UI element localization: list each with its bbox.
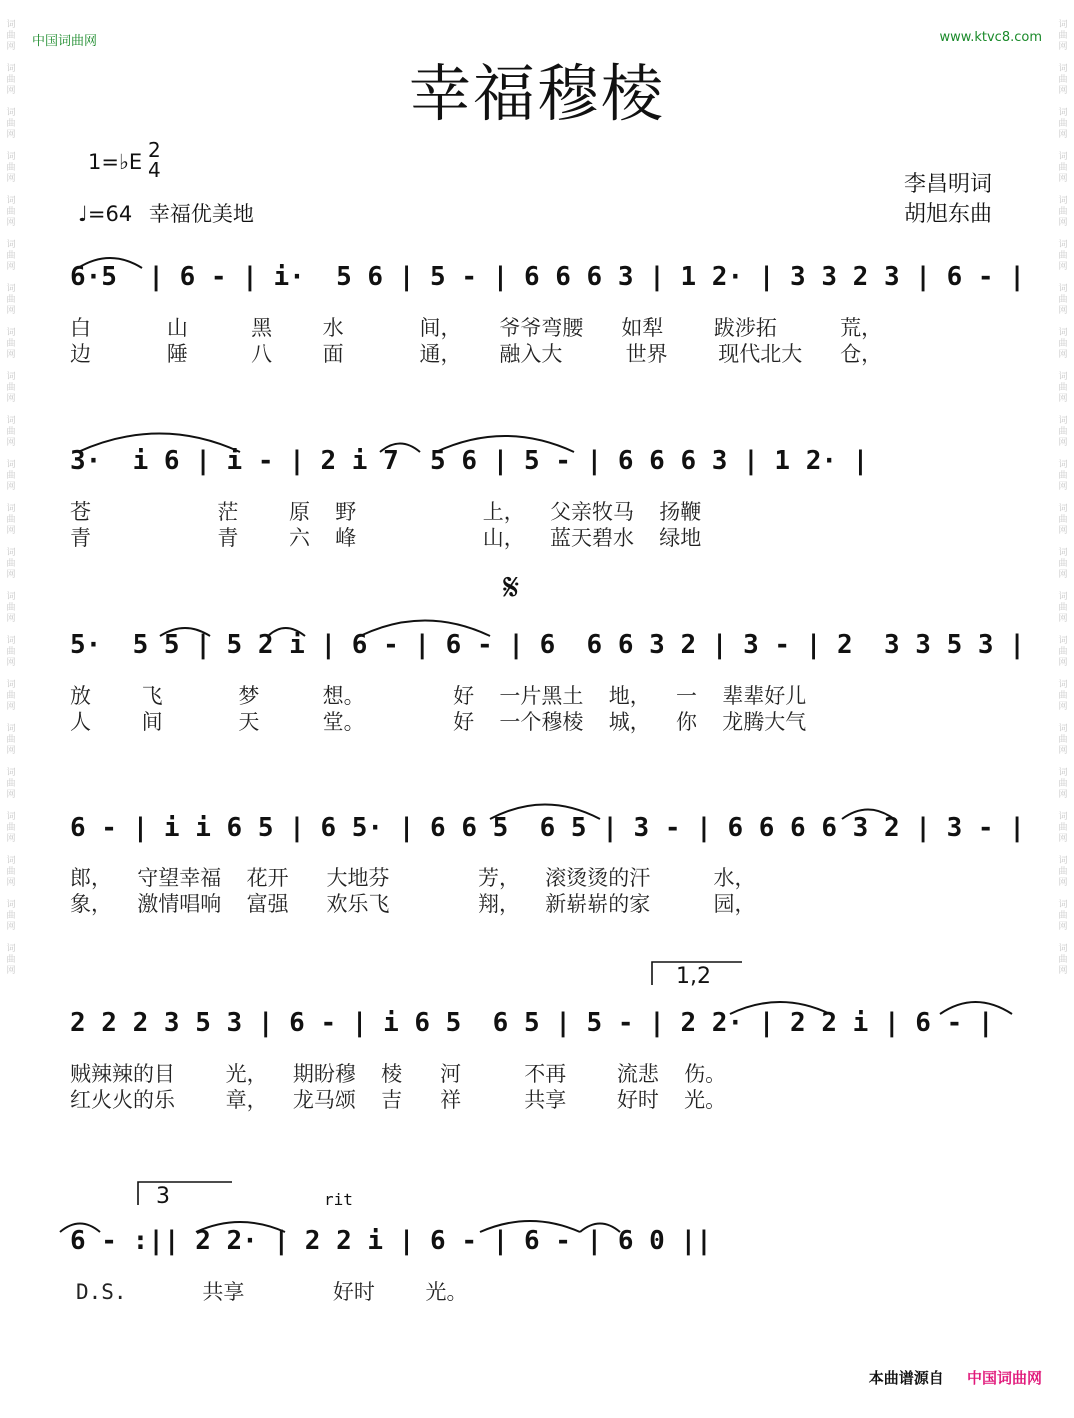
slur: [60, 1224, 100, 1233]
site-url-right: www.ktvc8.com: [939, 30, 1042, 45]
notes-line-2: 3· i 6 | i - | 2 i 7 5 6 | 5 - | 6 6 6 3 | 1 2· |: [70, 446, 869, 476]
time-bottom: 4: [148, 158, 161, 182]
ritardando-mark: rit: [324, 1190, 353, 1209]
slur: [436, 436, 574, 452]
footer: [869, 1367, 1042, 1388]
slur: [268, 628, 305, 636]
lyric-line-1a: 白 山 黑 水 间， 爷爷弯腰 如犁 跋涉拓 荒，: [70, 316, 883, 340]
lyric-line-2a: 苍 茫 原 野 上， 父亲牧马 扬鞭: [70, 500, 702, 524]
volta-bracket: [138, 1182, 232, 1205]
lyric-line-4b: 象， 激情唱响 富强 欢乐飞 翔， 新崭崭的家 园，: [70, 892, 756, 916]
notes-line-4: 6 - | i i 6 5 | 6 5· | 6 6 5 6 5 | 3 - | 6 6 6 6 3 2 | 3 - |: [70, 813, 1025, 843]
lyric-line-3b: 人 间 天 堂。 好 一个穆棱 城， 你 龙腾大气: [70, 710, 807, 734]
slur: [490, 805, 600, 820]
slur: [196, 1222, 285, 1232]
lyricist: 李昌明词: [903, 172, 992, 197]
slur: [78, 434, 240, 453]
slur: [730, 1002, 830, 1014]
slur: [360, 621, 490, 637]
watermark-text: 词 曲 网 词 曲 网 词 曲 网 词 曲 网 词 曲 网 词 曲 网 词 曲 网 词 曲 网 词 曲 网 词 曲 网 词 曲 网 词 曲 网 词 曲 网 词 曲 网 词 曲 网 词 曲 网 词 曲 网 词 曲 网 词 曲 网 词 曲 网 词 曲 网 词 曲 网: [6, 20, 16, 976]
slur: [160, 628, 210, 636]
brand-link[interactable]: 中国词曲网: [966, 1369, 1042, 1387]
lyric-line-1b: 边 陲 八 面 通， 融入大 世界 现代北大 仓，: [70, 342, 883, 366]
composer: 胡旭东曲: [903, 202, 992, 227]
time-top: 2: [148, 138, 161, 162]
quarter-note-icon: ♩: [78, 202, 88, 226]
tempo-value: =64: [87, 202, 133, 226]
slur: [480, 1221, 580, 1232]
lyric-line-5a: 贼辣辣的目 光， 期盼穆 棱 河 不再 流悲 伤。: [70, 1062, 727, 1086]
volta-3-label: 3: [156, 1184, 170, 1209]
volta-1-2-label: 1,2: [676, 964, 711, 989]
source-label: 本曲谱源自: [868, 1369, 944, 1387]
watermark-text: 词 曲 网 词 曲 网 词 曲 网 词 曲 网 词 曲 网 词 曲 网 词 曲 网 词 曲 网 词 曲 网 词 曲 网 词 曲 网 词 曲 网 词 曲 网 词 曲 网 词 曲 网 词 曲 网 词 曲 网 词 曲 网 词 曲 网 词 曲 网 词 曲 网 词 曲 网: [1058, 20, 1068, 976]
lyric-line-3a: 放 飞 梦 想。 好 一片黑土 地， 一 辈辈好儿: [70, 684, 807, 708]
expression-mark: 幸福优美地: [148, 202, 254, 226]
slur: [580, 1224, 620, 1233]
site-name-left: 中国词曲网: [32, 34, 98, 49]
segno-sign: 𝄋: [503, 565, 520, 609]
lyric-line-5b: 红火火的乐 章， 龙马颂 吉 祥 共享 好时 光。: [70, 1088, 727, 1112]
notes-line-1: 6·5 | 6 - | i· 5 6 | 5 - | 6 6 6 3 | 1 2· | 3 3 2 3 | 6 - |: [70, 262, 1025, 292]
slur: [380, 444, 420, 453]
notes-line-3: 5· 5 5 | 5 2 i | 6 - | 6 - | 6 6 6 3 2 | 3 - | 2 3 3 5 3 |: [70, 630, 1025, 660]
notes-line-5: 2 2 2 3 5 3 | 6 - | i 6 5 6 5 | 5 - | 2 2· | 2 2 i | 6 - |: [70, 1008, 994, 1038]
lyric-line-6: D.S. 共享 好时 光。: [76, 1280, 468, 1304]
slur: [940, 1002, 1012, 1014]
lyric-line-2b: 青 青 六 峰 山， 蓝天碧水 绿地: [70, 526, 702, 550]
lyric-line-4a: 郎， 守望幸福 花开 大地芬 芳， 滚烫烫的汗 水，: [70, 866, 756, 890]
notes-line-6: 6 - :|| 2 2· | 2 2 i | 6 - | 6 - | 6 0 ||: [70, 1226, 712, 1256]
slur: [842, 810, 894, 820]
slur: [78, 258, 142, 268]
key-signature: 1=♭E: [88, 150, 143, 174]
volta-bracket: [652, 962, 742, 985]
song-title: 幸福穆棱: [408, 57, 665, 130]
